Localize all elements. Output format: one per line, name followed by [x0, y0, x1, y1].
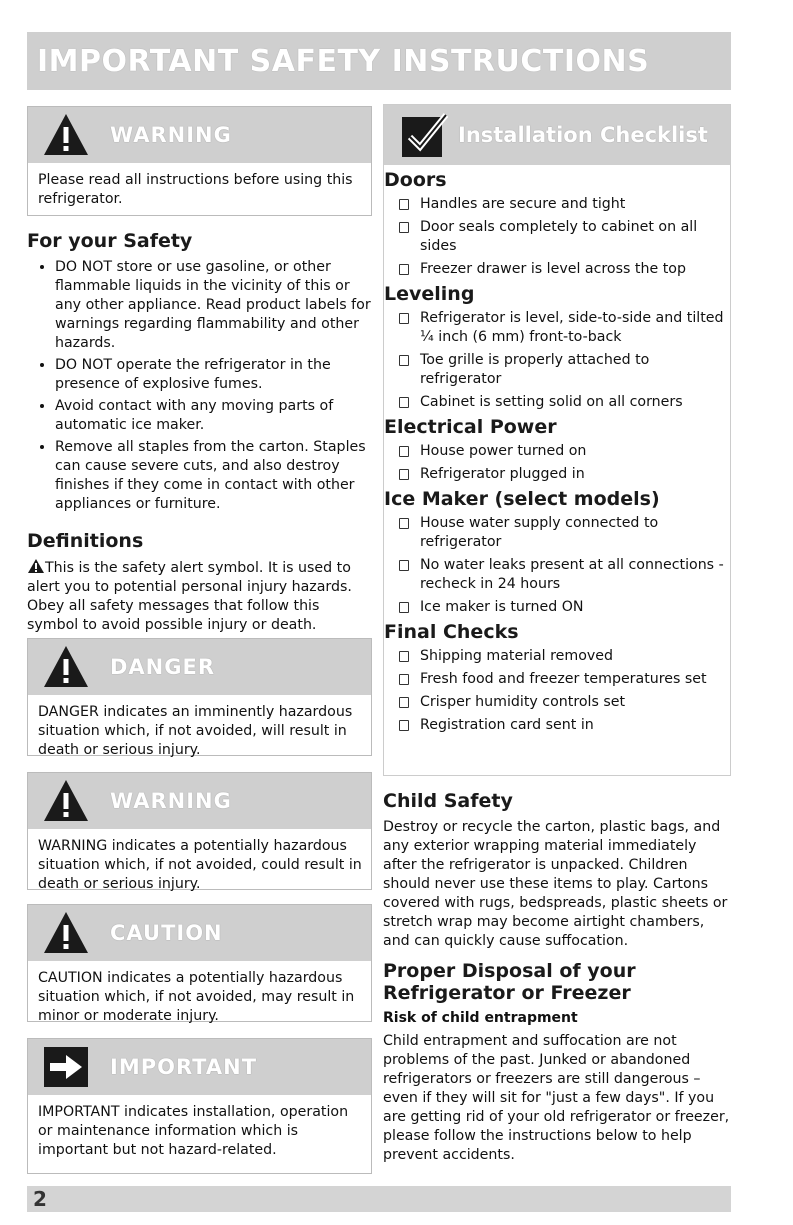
caution-header [28, 905, 371, 961]
checklist-item: Door seals completely to cabinet on all sides [384, 218, 724, 256]
checklist-header [384, 105, 730, 165]
list-item: • Remove all staples from the carton. Staples can cause severe cuts, and also destroy finishes if they come in contact with other appliances or furniture. [55, 438, 372, 514]
checkbox-icon [399, 651, 409, 662]
child-safety-text: Destroy or recycle the carton, plastic bags, and any exterior wrapping material immediately after the refrigerator is unpacked. Children should never use these items to play. Cartons covered with rugs, bedspreads, plastic sheets or stretch wrap may become airtight chambers, and can quickly cause suffocation. [383, 819, 728, 949]
title-banner [27, 32, 731, 90]
definitions-paragraph [27, 558, 372, 635]
warning-triangle-icon [42, 111, 90, 159]
electrical-list [384, 442, 724, 484]
warning-triangle-icon [42, 777, 90, 825]
page-number: 2 [33, 1187, 47, 1211]
warning-header [28, 107, 371, 163]
checklist-item: House power turned on [384, 442, 724, 461]
warning2-text: WARNING indicates a potentially hazardous situation which, if not avoided, could result in death or serious injury. [38, 838, 362, 892]
disposal-heading: Proper Disposal of your Refrigerator or Freezer [383, 960, 636, 1004]
checklist-body [384, 165, 730, 735]
important-text: IMPORTANT indicates installation, operation or maintenance information which is important but not hazard-related. [38, 1104, 349, 1158]
warning2-box [27, 772, 372, 890]
checklist-item: Cabinet is setting solid on all corners [384, 393, 724, 412]
checkbox-icon [399, 313, 409, 324]
warning2-header [28, 773, 371, 829]
definitions-section [27, 530, 372, 635]
safety-heading: For your Safety [27, 230, 193, 252]
electrical-heading: Electrical Power [384, 416, 557, 438]
checkbox-icon [399, 199, 409, 210]
final-checks-list [384, 647, 724, 735]
footer-bar [27, 1186, 731, 1212]
warning-box [27, 106, 372, 216]
checklist-label: Installation Checklist [458, 123, 708, 147]
checkbox-icon [399, 264, 409, 275]
warning2-label: WARNING [110, 789, 232, 813]
leveling-heading: Leveling [384, 283, 475, 305]
checkbox-icon [399, 397, 409, 408]
warning-label: WARNING [110, 123, 232, 147]
caution-triangle-icon [42, 909, 90, 957]
checklist-item: Crisper humidity controls set [384, 693, 724, 712]
danger-triangle-icon [42, 643, 90, 691]
checklist-item: House water supply connected to refrigerator [384, 514, 724, 552]
checkbox-icon [399, 560, 409, 571]
definitions-heading: Definitions [27, 530, 144, 552]
checklist-item: Freezer drawer is level across the top [384, 260, 724, 279]
child-safety-section [383, 790, 731, 951]
checklist-item: Handles are secure and tight [384, 195, 724, 214]
safety-section [27, 230, 372, 517]
checklist-item: Ice maker is turned ON [384, 598, 724, 617]
list-item: • Avoid contact with any moving parts of automatic ice maker. [55, 397, 372, 435]
danger-box [27, 638, 372, 756]
checkbox-icon [399, 697, 409, 708]
installation-checklist-box [383, 104, 731, 776]
checkbox-icon [399, 355, 409, 366]
safety-list [27, 258, 372, 514]
disposal-section [383, 960, 731, 1165]
checklist-item: Refrigerator plugged in [384, 465, 724, 484]
list-item: • DO NOT operate the refrigerator in the presence of explosive fumes. [55, 356, 372, 394]
checklist-item: Registration card sent in [384, 716, 724, 735]
danger-text: DANGER indicates an imminently hazardous situation which, if not avoided, will result in death or serious injury. [38, 704, 353, 758]
danger-header [28, 639, 371, 695]
checkbox-icon [399, 469, 409, 480]
doors-heading: Doors [384, 169, 447, 191]
caution-text: CAUTION indicates a potentially hazardous situation which, if not avoided, may result in minor or moderate injury. [38, 970, 355, 1024]
checkbox-icon [399, 602, 409, 613]
warning-text: Please read all instructions before using this refrigerator. [38, 172, 353, 207]
checklist-item: Refrigerator is level, side-to-side and tilted ¼ inch (6 mm) front-to-back [384, 309, 724, 347]
important-label: IMPORTANT [110, 1055, 258, 1079]
arrow-right-icon [42, 1043, 90, 1091]
page-title: IMPORTANT SAFETY INSTRUCTIONS [37, 43, 650, 79]
icemaker-list [384, 514, 724, 617]
checklist-item: Toe grille is properly attached to refrigerator [384, 351, 724, 389]
disposal-subheading: Risk of child entrapment [383, 1010, 578, 1026]
doors-list [384, 195, 724, 279]
danger-label: DANGER [110, 655, 216, 679]
leveling-list [384, 309, 724, 412]
checkbox-icon [399, 446, 409, 457]
caution-box [27, 904, 372, 1022]
icemaker-heading: Ice Maker (select models) [384, 488, 660, 510]
checkbox-icon [399, 674, 409, 685]
disposal-text: Child entrapment and suffocation are not problems of the past. Junked or abandoned refrigerators or freezers are still dangerous – even if they will sit for "just a few days". If you are getting rid of your old refrigerator or freezer, please follow the instructions below to help prevent accidents. [383, 1033, 730, 1163]
definitions-text: This is the safety alert symbol. It is used to alert you to potential personal injury hazards. Obey all safety messages that follow this symbol to avoid possible injury or death. [27, 560, 352, 633]
caution-label: CAUTION [110, 921, 223, 945]
checklist-item: Shipping material removed [384, 647, 724, 666]
checklist-item: Fresh food and freezer temperatures set [384, 670, 724, 689]
checkbox-icon [399, 518, 409, 529]
safety-alert-icon [27, 558, 45, 574]
child-safety-heading: Child Safety [383, 790, 513, 812]
important-header [28, 1039, 371, 1095]
list-item: • DO NOT store or use gasoline, or other flammable liquids in the vicinity of this or any other appliance. Read product labels for warnings regarding flammability and other hazards. [55, 258, 372, 353]
checkbox-icon [399, 720, 409, 731]
checklist-item: No water leaks present at all connections - recheck in 24 hours [384, 556, 724, 594]
final-checks-heading: Final Checks [384, 621, 519, 643]
checkbox-icon [399, 222, 409, 233]
important-box [27, 1038, 372, 1174]
checkmark-box-icon [400, 111, 448, 159]
